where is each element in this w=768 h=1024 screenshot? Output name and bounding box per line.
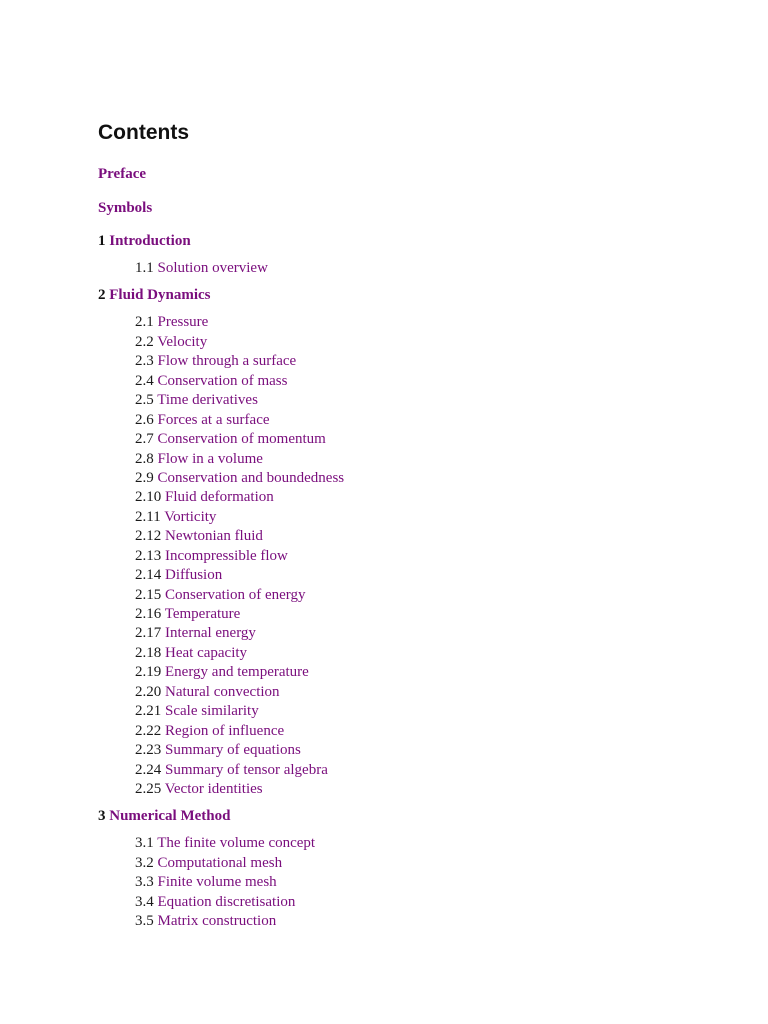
symbols-link[interactable]: Symbols <box>98 200 153 216</box>
section-number: 2.24 <box>135 761 162 778</box>
toc-section <box>135 508 718 527</box>
section-link[interactable]: Finite volume mesh <box>157 874 277 891</box>
section-link[interactable]: Solution overview <box>157 260 268 276</box>
section-number: 3.3 <box>135 874 154 891</box>
chapter-number: 3 <box>98 808 106 825</box>
section-link[interactable]: Diffusion <box>165 567 223 584</box>
section-link[interactable]: Computational mesh <box>157 854 283 871</box>
section-number: 2.20 <box>135 683 162 700</box>
section-link[interactable]: Flow in a volume <box>157 450 263 467</box>
section-link[interactable]: Heat capacity <box>165 644 248 661</box>
section-number: 2.7 <box>135 431 154 448</box>
section-link[interactable]: Conservation of mass <box>157 372 288 389</box>
toc-symbols <box>98 199 718 218</box>
contents-page <box>98 118 718 932</box>
section-link[interactable]: Scale similarity <box>165 703 259 720</box>
toc-section <box>135 586 718 605</box>
toc-section <box>135 912 718 931</box>
section-number: 2.11 <box>135 508 161 525</box>
toc-section <box>135 313 718 332</box>
section-link[interactable]: Internal energy <box>165 625 256 642</box>
chapter-heading <box>98 232 718 251</box>
section-number: 2.13 <box>135 547 162 564</box>
toc-section <box>135 702 718 721</box>
chapter-title-link[interactable]: Introduction <box>109 233 191 249</box>
section-number: 2.9 <box>135 469 154 486</box>
section-number: 2.8 <box>135 450 154 467</box>
toc-section <box>135 893 718 912</box>
section-link[interactable]: Temperature <box>164 606 241 622</box>
section-number: 2.19 <box>135 664 162 681</box>
section-link[interactable]: Newtonian fluid <box>165 528 263 545</box>
section-link[interactable]: Velocity <box>157 333 208 350</box>
section-number: 2.10 <box>135 489 162 506</box>
toc-section <box>135 547 718 566</box>
section-number: 2.18 <box>135 644 162 661</box>
toc-section <box>135 741 718 760</box>
section-link[interactable]: Matrix construction <box>157 913 277 930</box>
toc-section <box>135 605 718 624</box>
chapter-title-link[interactable]: Fluid Dynamics <box>109 287 211 304</box>
toc-section <box>135 469 718 488</box>
section-list <box>98 313 718 799</box>
section-link[interactable]: Summary of tensor algebra <box>165 761 328 778</box>
section-link[interactable]: Region of influence <box>165 722 285 739</box>
section-number: 2.16 <box>135 606 162 622</box>
section-number: 2.17 <box>135 625 162 642</box>
toc-section <box>135 663 718 682</box>
toc-section <box>135 780 718 799</box>
toc-section <box>135 683 718 702</box>
toc-preface <box>98 165 718 184</box>
section-link[interactable]: Time derivatives <box>157 392 258 409</box>
chapter-heading <box>98 807 718 826</box>
toc-section <box>135 834 718 853</box>
section-number: 2.4 <box>135 372 154 389</box>
chapter-title-link[interactable]: Numerical Method <box>109 808 231 825</box>
toc-section <box>135 430 718 449</box>
section-link[interactable]: Vector identities <box>164 780 263 797</box>
section-number: 2.3 <box>135 353 154 370</box>
toc-section <box>135 722 718 741</box>
section-number: 3.2 <box>135 854 154 871</box>
section-number: 3.1 <box>135 835 154 852</box>
section-link[interactable]: Conservation of energy <box>165 586 306 603</box>
section-link[interactable]: Conservation of momentum <box>157 431 326 448</box>
section-number: 3.4 <box>135 893 154 910</box>
chapter-number: 1 <box>98 233 106 249</box>
toc-section <box>135 259 718 278</box>
toc-section <box>135 450 718 469</box>
section-number: 3.5 <box>135 913 154 930</box>
toc-section <box>135 352 718 371</box>
section-link[interactable]: Conservation and boundedness <box>157 469 345 486</box>
section-number: 1.1 <box>135 260 154 276</box>
toc-section <box>135 391 718 410</box>
section-number: 2.25 <box>135 780 162 797</box>
section-list <box>98 834 718 931</box>
toc-section <box>135 488 718 507</box>
toc-section <box>135 566 718 585</box>
toc-section <box>135 644 718 663</box>
section-list <box>98 259 718 278</box>
toc-section <box>135 761 718 780</box>
section-link[interactable]: Energy and temperature <box>165 664 309 681</box>
section-number: 2.23 <box>135 742 162 759</box>
section-number: 2.12 <box>135 528 162 545</box>
toc-section <box>135 527 718 546</box>
section-link[interactable]: Pressure <box>157 314 209 331</box>
section-link[interactable]: The finite volume concept <box>157 835 316 852</box>
toc-section <box>135 411 718 430</box>
chapter-heading <box>98 286 718 305</box>
section-number: 2.15 <box>135 586 162 603</box>
section-link[interactable]: Summary of equations <box>165 742 301 759</box>
section-number: 2.2 <box>135 333 154 350</box>
section-number: 2.6 <box>135 411 154 428</box>
section-link[interactable]: Equation discretisation <box>157 893 296 910</box>
section-number: 2.14 <box>135 567 162 584</box>
chapter-number: 2 <box>98 287 106 304</box>
section-number: 2.5 <box>135 392 154 409</box>
section-number: 2.1 <box>135 314 154 331</box>
section-number: 2.21 <box>135 703 162 720</box>
section-link[interactable]: Incompressible flow <box>165 547 288 564</box>
section-link[interactable]: Vorticity <box>164 508 217 525</box>
toc-section <box>135 873 718 892</box>
toc-section <box>135 624 718 643</box>
page-title: Contents <box>98 121 189 144</box>
toc-section <box>135 372 718 391</box>
section-link[interactable]: Forces at a surface <box>157 411 270 428</box>
toc-section <box>135 854 718 873</box>
toc-section <box>135 333 718 352</box>
section-link[interactable]: Flow through a surface <box>157 353 297 370</box>
section-link[interactable]: Natural convection <box>165 683 280 700</box>
preface-link[interactable]: Preface <box>98 166 147 182</box>
section-link[interactable]: Fluid deformation <box>165 489 274 506</box>
section-number: 2.22 <box>135 722 162 739</box>
